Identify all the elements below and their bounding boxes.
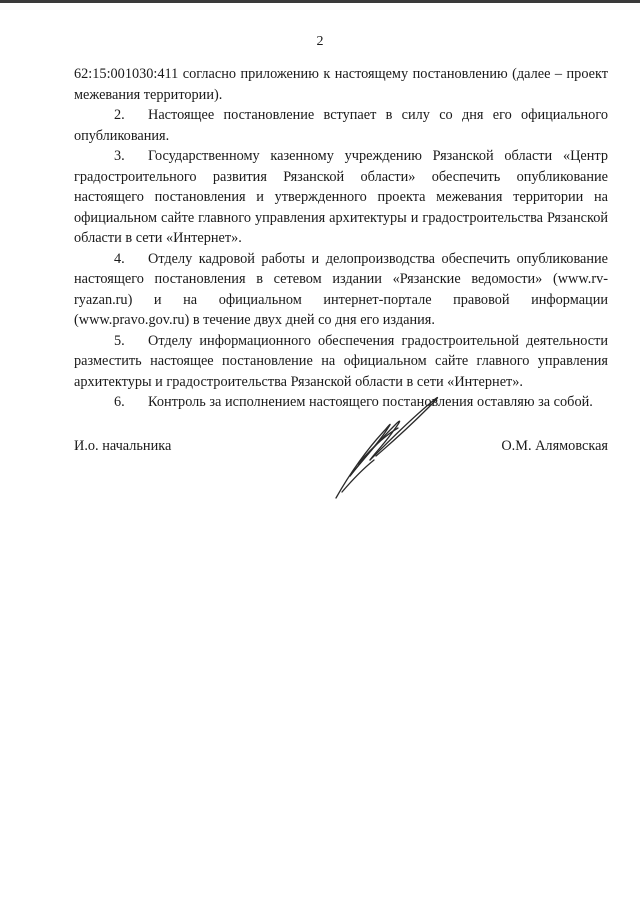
handwritten-signature: [330, 388, 460, 503]
item-text: Отделу информационного обеспечения градостроительной деятельности разместить настоящее постановление на официальном сайте главного управления архитектуры и градостроительства Рязанской области в сети «Интернет».: [74, 332, 608, 390]
scan-border: [0, 0, 640, 3]
paragraph-item-3: [74, 146, 608, 249]
paragraph-item-2: [74, 105, 608, 146]
paragraph-continuation: 62:15:001030:411 согласно приложению к настоящему постановлению (далее – проект межевания территории).: [74, 66, 608, 103]
item-number: 6.: [114, 394, 125, 410]
item-text: Контроль за исполнением настоящего постановления оставляю за собой.: [148, 394, 593, 410]
item-number: 2.: [114, 107, 125, 123]
item-number: 4.: [114, 250, 125, 267]
signatory-position: И.о. начальника: [74, 438, 172, 454]
item-text: Государственному казенному учреждению Рязанской области «Центр градостроительного развития Рязанской области» обеспечить опубликование настоящего постановления и утвержденного проекта межевания территории на официальном сайте главного управления архитектуры и градостроительства Рязанской области в сети «Интернет».: [74, 148, 608, 246]
item-text: Настоящее постановление вступает в силу со дня его официального опубликования.: [74, 107, 608, 144]
paragraph-item-4: [74, 249, 608, 331]
document-body: [74, 64, 608, 413]
item-number: 3.: [114, 148, 125, 164]
page-number: 2: [316, 34, 324, 49]
signatory-name: О.М. Алямовская: [501, 438, 608, 454]
item-number: 5.: [114, 332, 125, 349]
item-text: Отделу кадровой работы и делопроизводства обеспечить опубликование настоящего постановления в сетевом издании «Рязанские ведомости» (www.rv-ryazan.ru) и на официальном интернет-портале правовой информации (www.pravo.gov.ru) в течение двух дней со дня его издания.: [74, 250, 608, 328]
paragraph-item-5: [74, 331, 608, 393]
